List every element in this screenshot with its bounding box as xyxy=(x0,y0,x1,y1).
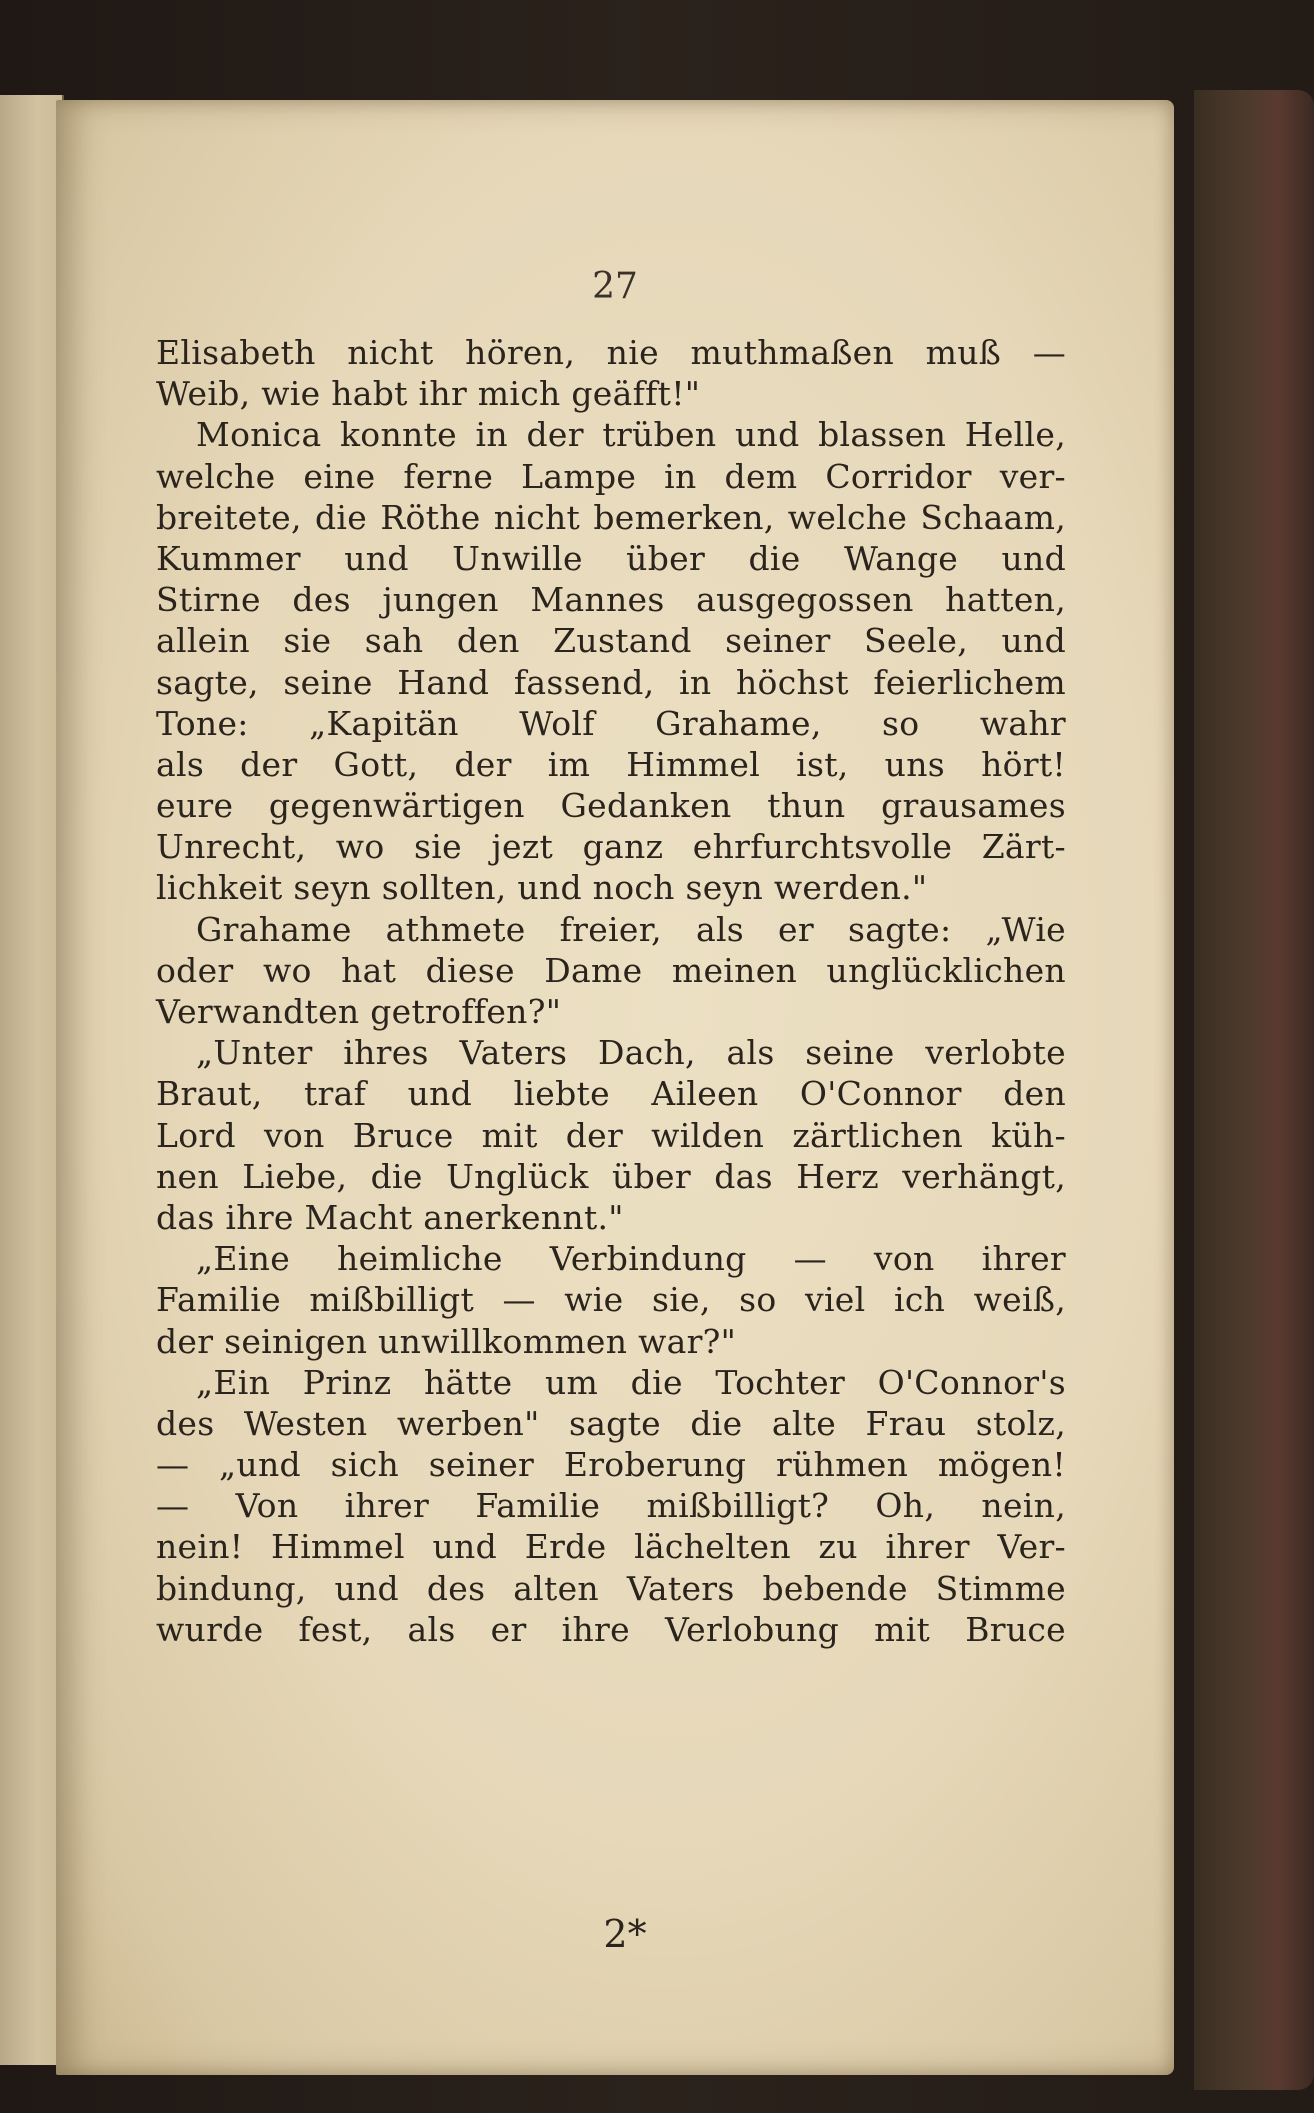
text-line: nen Liebe, die Unglück über das Herz verhängt, xyxy=(156,1156,1066,1196)
text-line: der seinigen unwillkommen war?" xyxy=(156,1321,737,1361)
book-page xyxy=(56,100,1174,2075)
text-line: Stirne des jungen Mannes ausgegossen hatten, xyxy=(156,580,1066,620)
text-line: allein sie sah den Zustand seiner Seele, und xyxy=(156,621,1066,661)
text-line: „Eine heimliche Verbindung — von ihrer xyxy=(196,1239,1066,1279)
text-line: lichkeit seyn sollten, und noch seyn werden." xyxy=(156,868,928,908)
text-line: Tone: „Kapitän Wolf Grahame, so wahr xyxy=(156,703,1066,743)
text-line: — Von ihrer Familie mißbilligt? Oh, nein, xyxy=(156,1486,1066,1526)
text-line: Braut, traf und liebte Aileen O'Connor den xyxy=(156,1074,1066,1114)
text-line: sagte, seine Hand fassend, in höchst feierlichem xyxy=(156,662,1066,702)
text-line: Familie mißbilligt — wie sie, so viel ich weiß, xyxy=(156,1280,1066,1320)
body-text xyxy=(156,332,1066,1650)
signature-mark-text: 2* xyxy=(603,1912,647,1956)
page-number: 27 xyxy=(592,266,638,307)
text-line: Weib, wie habt ihr mich geäfft!" xyxy=(156,374,701,414)
book-cover-edge xyxy=(1194,90,1314,2090)
facing-page-edge xyxy=(0,95,64,2065)
text-line: wurde fest, als er ihre Verlobung mit Bruce xyxy=(156,1609,1066,1649)
text-line: bindung, und des alten Vaters bebende Stimme xyxy=(156,1568,1066,1608)
text-line: als der Gott, der im Himmel ist, uns hört! xyxy=(156,744,1066,784)
text-line: Lord von Bruce mit der wilden zärtlichen küh- xyxy=(156,1115,1066,1155)
text-line: Unrecht, wo sie jezt ganz ehrfurchtsvolle Zärt- xyxy=(156,827,1066,867)
text-line: eure gegenwärtigen Gedanken thun grausames xyxy=(156,786,1066,826)
text-line: Kummer und Unwille über die Wange und xyxy=(156,538,1066,578)
text-line: Monica konnte in der trüben und blassen Helle, xyxy=(196,415,1066,455)
signature-mark xyxy=(56,1912,1174,1956)
text-line: welche eine ferne Lampe in dem Corridor ver- xyxy=(156,456,1066,496)
text-line: Elisabeth nicht hören, nie muthmaßen muß — xyxy=(156,333,1066,372)
text-line: breitete, die Röthe nicht bemerken, welche Schaam, xyxy=(156,497,1066,537)
text-line: „Ein Prinz hätte um die Tochter O'Connor's xyxy=(196,1362,1066,1402)
text-line: nein! Himmel und Erde lächelten zu ihrer Ver- xyxy=(156,1527,1066,1567)
text-line: Verwandten getroffen?" xyxy=(156,992,562,1031)
text-line: das ihre Macht anerkennt." xyxy=(156,1197,624,1237)
text-line: „Unter ihres Vaters Dach, als seine verlobte xyxy=(196,1033,1066,1073)
text-line: — „und sich seiner Eroberung rühmen mögen! xyxy=(156,1445,1066,1485)
text-line: oder wo hat diese Dame meinen unglücklichen xyxy=(156,950,1066,990)
text-line: Grahame athmete freier, als er sagte: „Wie xyxy=(196,909,1066,949)
text-line: des Westen werben" sagte die alte Frau stolz, xyxy=(156,1403,1066,1443)
